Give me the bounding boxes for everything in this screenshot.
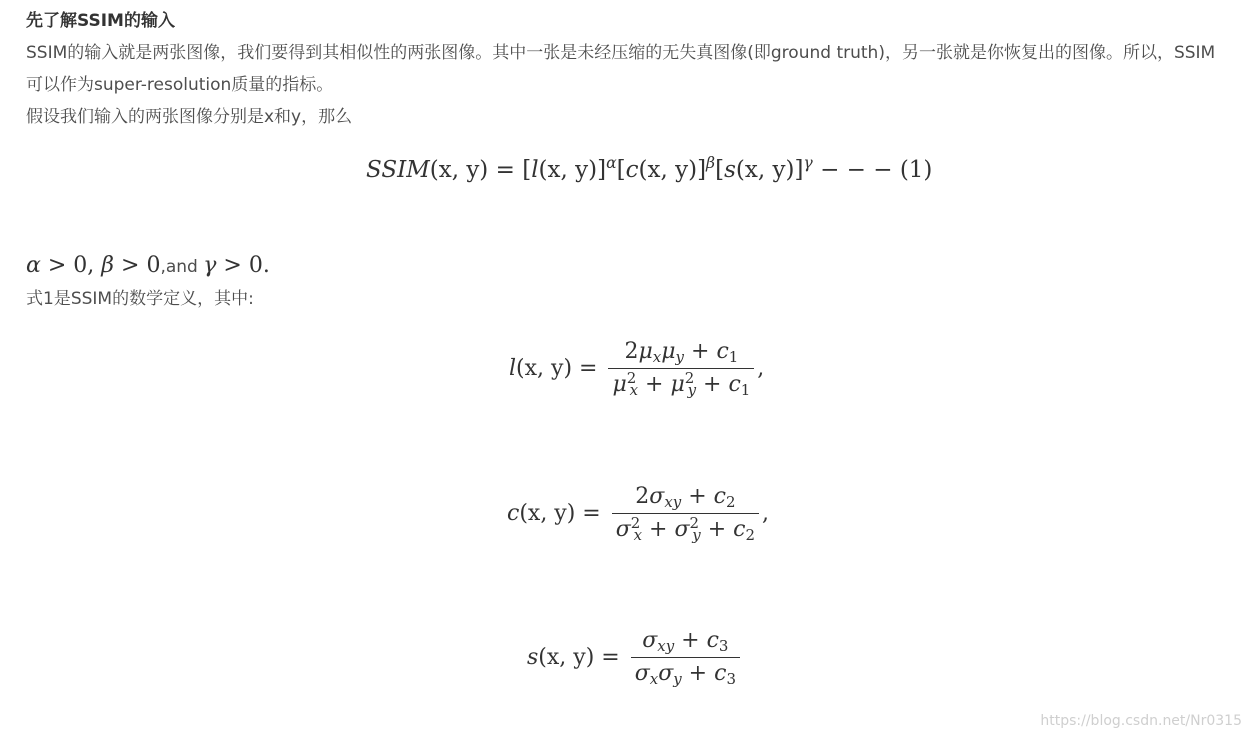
exponent-condition: α > 0, β > 0,and γ > 0. bbox=[26, 253, 270, 278]
gamma-symbol: γ bbox=[203, 253, 217, 278]
l-term: l bbox=[531, 157, 539, 183]
beta-symbol: β bbox=[101, 253, 115, 278]
equation-number: − − − (1) bbox=[820, 157, 933, 183]
ssim-args: (x, y) bbox=[429, 157, 489, 183]
intro-paragraph: SSIM的输入就是两张图像，我们要得到其相似性的两张图像。其中一张是未经压缩的无失真图像(即ground truth)，另一张就是你恢复出的图像。所以，SSIM可以作为super-resolution质量的指标。 bbox=[26, 43, 1216, 95]
definition-paragraph: 式1是SSIM的数学定义，其中: bbox=[26, 289, 254, 309]
ssim-equation: SSIM(x, y) = [l(x, y)]$^\alpha$[c(x, y)]$^\beta$[s(x, y)]$^\gamma$ − − − (1) bbox=[366, 153, 933, 183]
beta-exponent: β bbox=[706, 153, 716, 173]
structure-numerator: $\sigma_{xy} + c_3$ bbox=[642, 628, 729, 656]
csdn-watermark: https://blog.csdn.net/Nr0315 bbox=[1040, 713, 1242, 729]
section-heading: 先了解SSIM的输入 bbox=[26, 11, 175, 31]
and-joiner: ,and bbox=[160, 257, 198, 277]
structure-denominator: $\sigma_x\sigma_y + c_3$ bbox=[631, 657, 740, 688]
luminance-denominator: $\mu^2_x + \mu^2_y + c_1$ bbox=[608, 368, 754, 399]
contrast-fraction bbox=[612, 483, 759, 544]
luminance-fraction bbox=[608, 338, 754, 399]
contrast-equation: c(x, y) = $\frac{2\sigma_{xy} + c_2}{\sigma^2_x + \sigma^2_y + c_2}$ , bbox=[507, 484, 770, 545]
luminance-equation: l(x, y) = $\frac{2\mu_x\mu_y + c_1}{\mu^2_x + \mu^2_y + c_1}$ , bbox=[509, 339, 765, 400]
luminance-numerator: $2\mu_x\mu_y + c_1$ bbox=[624, 339, 739, 367]
structure-equation: s(x, y) = $\frac{\sigma_{xy} + c_3}{\sigma_x\sigma_y + c_3}$ bbox=[527, 627, 743, 688]
c-term: c bbox=[625, 157, 639, 183]
alpha-symbol: α bbox=[26, 253, 41, 278]
contrast-numerator: $2\sigma_{xy} + c_2$ bbox=[635, 484, 736, 512]
contrast-denominator: $\sigma^2_x + \sigma^2_y + c_2$ bbox=[612, 513, 759, 544]
s-term: s bbox=[724, 157, 736, 183]
alpha-exponent: α bbox=[606, 153, 617, 173]
structure-fraction bbox=[631, 627, 740, 688]
ssim-symbol: SSIM bbox=[366, 157, 430, 183]
gamma-exponent: γ bbox=[803, 153, 813, 173]
assumption-paragraph: 假设我们输入的两张图像分别是x和y，那么 bbox=[26, 107, 353, 127]
equals-sign: = bbox=[495, 157, 515, 183]
